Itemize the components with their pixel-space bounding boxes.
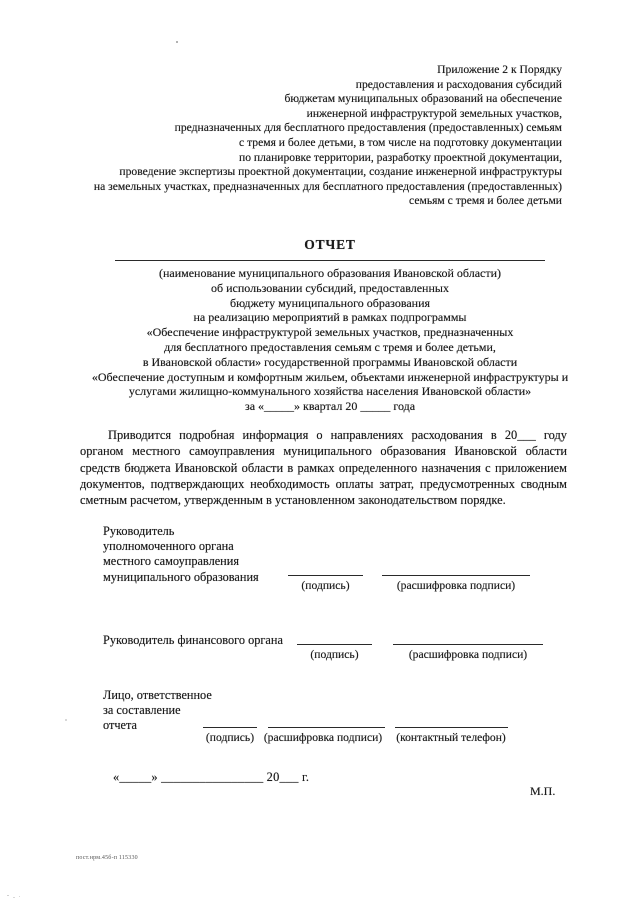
subtitle-line: (наименование муниципального образования Ивановской области)	[158, 266, 502, 280]
subtitle-line: бюджету муниципального образования	[229, 295, 431, 310]
signature-label-line: Руководитель	[103, 524, 175, 538]
subtitle-line: для бесплатного предоставления семьям с тремя и более детьми,	[164, 339, 496, 354]
signature-blank-line	[297, 644, 372, 645]
appendix-line: предназначенных для бесплатного предоставления (предоставленных) семьям	[174, 121, 562, 135]
appendix-line: с тремя и более детьми, в том числе на подготовку документации	[239, 135, 562, 149]
date-line: «_____» ________________ 20___ г.	[113, 770, 310, 784]
subtitle-line: в Ивановской области» государственной программы Ивановской области	[142, 354, 518, 369]
appendix-line: семьям с тремя и более детьми	[409, 194, 562, 208]
report-subtitle	[70, 266, 590, 414]
appendix-line: по планировке территории, разработку проектной документации,	[239, 150, 562, 164]
signature-label-line: муниципального образования	[103, 569, 259, 584]
appendix-line: на земельных участках, предназначенных для бесплатного предоставления (предоставленных)	[93, 179, 562, 193]
subtitle-line: об использовании субсидий, предоставленных	[211, 280, 449, 295]
signature-label-line: Лицо, ответственное	[103, 688, 212, 702]
signature-caption: (расшифровка подписи)	[396, 579, 516, 592]
appendix-line: инженерной инфраструктурой земельных участков,	[306, 106, 562, 120]
subtitle-line: «Обеспечение доступным и комфортным жильем, объектами инженерной инфраструктуры и	[91, 369, 569, 384]
subtitle-line: услугами жилищно-коммунального хозяйства населения Ивановской области»	[128, 384, 532, 399]
body-paragraph: Приводится подробная информация о направлениях расходования в 20___ году органом местного самоуправления муниципального образования Ивановской области средств бюджета Ивановской области в рамках определенного назначения с приложением документов, подтверждающих необходимость оплаты затрат, предусмотренных сводным сметным расчетом, утвержденным в установленном законодательством порядке.	[80, 428, 567, 508]
signature-blank-line	[382, 575, 530, 576]
scan-speck	[7, 895, 9, 896]
signature-blank-line	[203, 727, 257, 728]
signature-blank-line	[268, 727, 385, 728]
signature-label-line: местного самоуправления	[103, 554, 239, 569]
appendix-line: проведение экспертизы проектной документации, создание инженерной инфраструктуры	[119, 165, 562, 179]
signature-caption: (подпись)	[205, 731, 255, 744]
scan-speck	[65, 719, 67, 721]
signature-blank-line	[395, 727, 508, 728]
appendix-line: бюджетам муниципальных образований на обеспечение	[284, 92, 562, 106]
signature-block-authorized-head-labels	[103, 524, 259, 585]
municipality-name-blank-line	[115, 260, 545, 261]
subtitle-line: «Обеспечение инфраструктурой земельных участков, предназначенных	[146, 325, 514, 340]
signature-caption: (расшифровка подписи)	[408, 648, 528, 661]
signature-caption: (контактный телефон)	[396, 731, 506, 744]
scan-speck	[19, 896, 20, 897]
subtitle-line: за «_____» квартал 20 _____ года	[244, 399, 416, 414]
footer-code: пост.нрм.45б-п 115330	[76, 855, 138, 861]
seal-mark: М.П.	[530, 784, 556, 798]
signature-caption: (подпись)	[310, 648, 359, 661]
signature-label-line: за составление	[103, 703, 181, 718]
signature-label-line: отчета	[103, 718, 137, 733]
signature-label-line: уполномоченного органа	[103, 539, 234, 554]
signature-block-finance-head-labels	[103, 633, 283, 648]
appendix-header	[32, 63, 562, 209]
subtitle-line: на реализацию мероприятий в рамках подпрограммы	[193, 310, 467, 325]
scan-speck	[176, 41, 178, 43]
appendix-line: предоставления и расходования субсидий	[355, 77, 562, 91]
signature-caption: (расшифровка подписи)	[263, 731, 383, 744]
signature-blank-line	[288, 575, 363, 576]
signature-blank-line	[393, 644, 543, 645]
scan-speck	[13, 897, 15, 898]
signature-caption: (подпись)	[301, 579, 350, 592]
signature-block-report-preparer-labels	[103, 688, 212, 734]
signature-label-line: Руководитель финансового органа	[103, 633, 283, 647]
report-title: ОТЧЕТ	[304, 237, 356, 252]
appendix-line: Приложение 2 к Порядку	[437, 63, 562, 76]
